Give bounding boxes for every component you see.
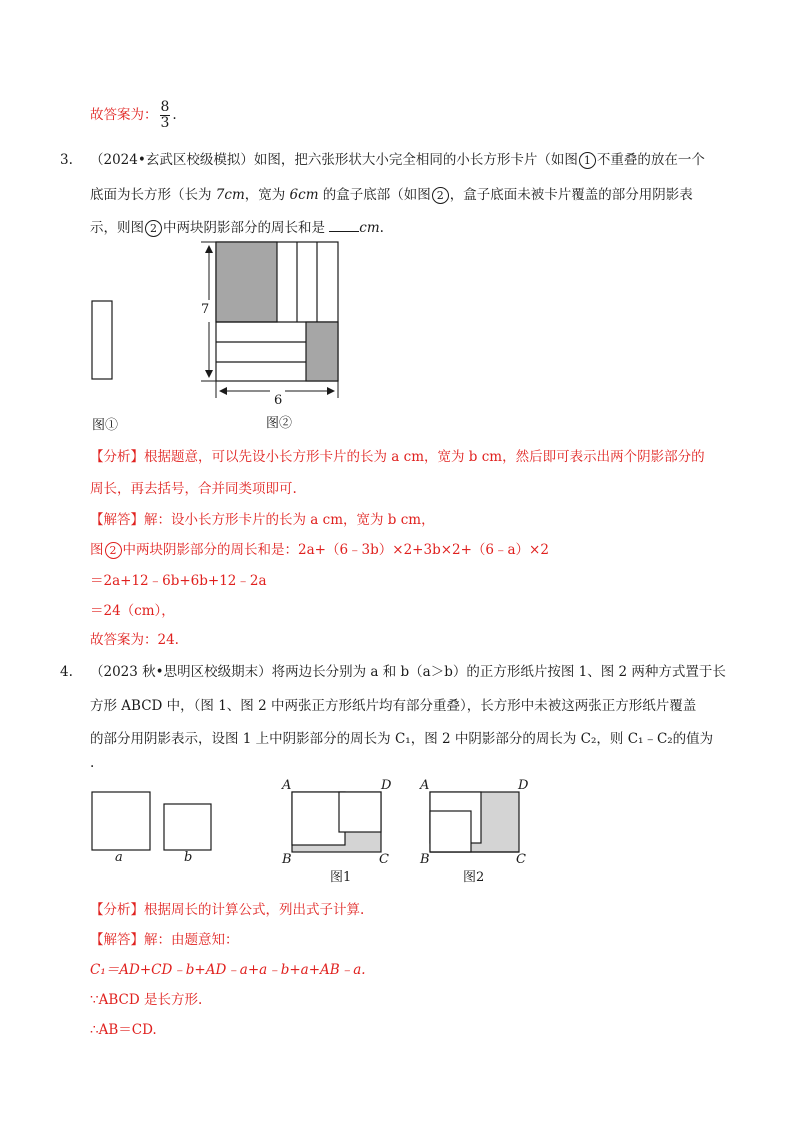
circled-one-icon: 1 bbox=[579, 152, 596, 169]
label-b: b bbox=[184, 850, 193, 865]
q3-solution-5: 故答案为：24. bbox=[90, 632, 179, 648]
q3-solution-1: 【解答】解：设小长方形卡片的长为 a cm，宽为 b cm， bbox=[90, 512, 435, 528]
q2-answer-line: 故答案为： $\frac{8}{3}$ . bbox=[90, 99, 177, 131]
fig2-label-C: C bbox=[516, 852, 526, 867]
fig1-caption: 图1 bbox=[330, 870, 352, 885]
fig1-label-D: D bbox=[381, 778, 392, 793]
q3-solution-2: 图 2 中两块阴影部分的周长和是：2a+（6﹣3b）×2+3b×2+（6﹣a）×2 bbox=[90, 542, 549, 558]
answer-prefix: 故答案为： bbox=[90, 107, 158, 123]
fraction-denominator: 3 bbox=[160, 115, 170, 131]
q4-solution-1: 【解答】解：由题意知： bbox=[90, 932, 239, 948]
question-number: 4. bbox=[60, 664, 73, 680]
q4-line-2: 方形 ABCD 中，（图 1、图 2 中两张正方形纸片均有部分重叠），长方形中未被这两张正方形纸片覆盖 bbox=[90, 698, 697, 714]
q4-line-1: 4. （2023 秋•思明区校级期末）将两边长分别为 a 和 b（a＞b）的正方形纸片按图 1、图 2 两种方式置于长 bbox=[60, 664, 726, 680]
analysis-label: 【分析】 bbox=[90, 449, 144, 465]
q4-solution-2: C₁＝AD+CD﹣b+AD﹣a+a﹣b+a+AB﹣a. bbox=[90, 962, 366, 978]
circled-two-icon: 2 bbox=[145, 220, 162, 237]
q3-solution-4: ＝24（cm）， bbox=[90, 603, 175, 619]
question-number: 3. bbox=[60, 152, 73, 168]
q4-analysis: 【分析】根据周长的计算公式，列出式子计算. bbox=[90, 902, 365, 918]
fig2-square-b bbox=[430, 811, 471, 852]
q3-analysis-2: 周长，再去括号，合并同类项即可. bbox=[90, 481, 297, 497]
solution-label: 【解答】 bbox=[90, 512, 144, 528]
label-7: 7 bbox=[201, 302, 210, 317]
q3-solution-3: ＝2a+12﹣6b+6b+12﹣2a bbox=[90, 573, 267, 589]
q4-line-4: . bbox=[90, 755, 95, 771]
analysis-label: 【分析】 bbox=[90, 902, 144, 918]
fig2-label-D: D bbox=[518, 778, 529, 793]
fig1-square-a bbox=[292, 792, 345, 845]
q3-line-2: 底面为长方形（长为 7cm，宽为 6cm 的盒子底部（如图 2 ，盒子底面未被卡片覆盖的部分用阴影表 bbox=[90, 187, 693, 203]
q3-line-3: 示，则图 2 中两块阴影部分的周长和是 cm. bbox=[90, 220, 384, 236]
fig2-caption: 图2 bbox=[463, 870, 485, 885]
fig1-label-B: B bbox=[282, 852, 292, 867]
label-6: 6 bbox=[274, 393, 283, 408]
q4-solution-3: ∵ABCD 是长方形. bbox=[90, 992, 203, 1008]
square-a bbox=[92, 792, 150, 850]
square-b bbox=[164, 804, 211, 850]
q4-line-3: 的部分用阴影表示，设图 1 上中阴影部分的周长为 C₁，图 2 中阴影部分的周长为 C₂，则 C₁﹣C₂的值为 bbox=[90, 731, 714, 747]
fig2-caption: 图② bbox=[266, 416, 293, 431]
fraction-numerator: 8 bbox=[160, 99, 170, 115]
fig2-label-A: A bbox=[420, 778, 430, 793]
q4-solution-4: ∴AB＝CD. bbox=[90, 1022, 157, 1038]
circled-two-icon: 2 bbox=[105, 542, 122, 559]
fig1-square-b bbox=[339, 792, 381, 832]
fig1-caption: 图① bbox=[92, 418, 119, 433]
q3-analysis-1: 【分析】根据题意，可以先设小长方形卡片的长为 a cm，宽为 b cm，然后即可表示出两个阴影部分的 bbox=[90, 449, 705, 465]
circled-two-icon: 2 bbox=[432, 187, 449, 204]
fig1-label-A: A bbox=[282, 778, 292, 793]
fig1-label-C: C bbox=[379, 852, 389, 867]
fig2-label-B: B bbox=[420, 852, 430, 867]
q3-line-1: 3. （2024•玄武区校级模拟）如图，把六张形状大小完全相同的小长方形卡片（如图 1 不重叠的放在一个 bbox=[60, 152, 705, 168]
label-a: a bbox=[115, 850, 123, 865]
solution-label: 【解答】 bbox=[90, 932, 144, 948]
